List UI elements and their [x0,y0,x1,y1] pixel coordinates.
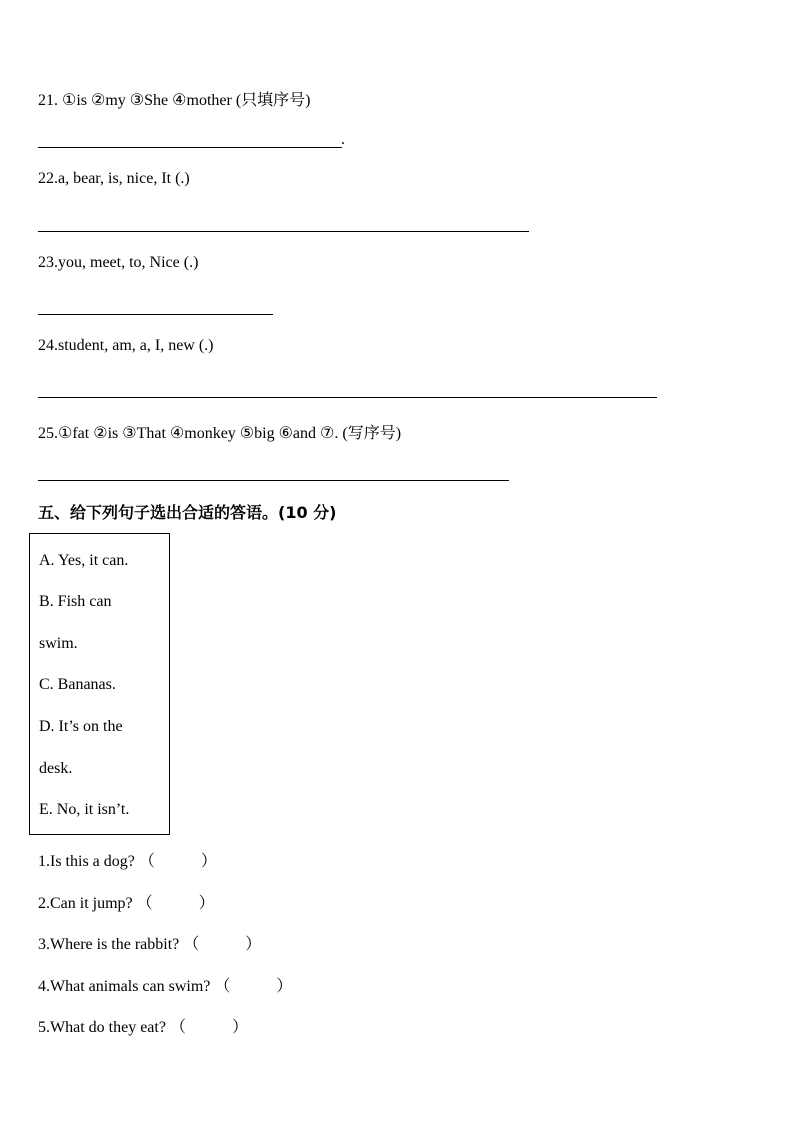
option-b-continued: swim. [39,635,78,652]
answer-line-21-period: . [341,131,345,148]
option-b: B. Fish can [39,593,112,610]
answer-line-24 [38,397,657,398]
question-23: 23.you, meet, to, Nice (.) [38,254,199,271]
option-c: C. Bananas. [39,676,116,693]
question-text: 3.Where is the rabbit? [38,936,180,953]
question-24: 24.student, am, a, I, new (.) [38,337,214,354]
matching-question-1 [38,848,217,871]
option-d: D. It’s on the [39,718,123,735]
question-text: 2.Can it jump? [38,895,133,912]
answer-blank[interactable]: （ ） [138,853,217,870]
question-text: 1.Is this a dog? [38,853,135,870]
answer-line-25 [38,480,509,481]
question-text: 4.What animals can swim? [38,978,211,995]
option-a: A. Yes, it can. [39,552,129,569]
matching-question-4 [38,973,292,996]
matching-question-2 [38,890,215,913]
question-21: 21. ①is ②my ③She ④mother (只填序号) [38,92,311,109]
answer-blank[interactable]: （ ） [136,895,215,912]
answer-blank[interactable]: （ ） [214,978,293,995]
matching-question-3 [38,931,261,954]
section-heading: 五、给下列句子选出合适的答语。(10 分) [38,503,337,522]
answer-blank[interactable]: （ ） [183,936,262,953]
answer-line-23 [38,314,273,315]
answer-blank[interactable]: （ ） [169,1019,248,1036]
matching-question-5 [38,1014,248,1037]
question-25: 25.①fat ②is ③That ④monkey ⑤big ⑥and ⑦. (写序号) [38,425,402,442]
answer-options-box [29,533,170,835]
question-22: 22.a, bear, is, nice, It (.) [38,170,190,187]
answer-line-21 [38,147,342,148]
option-d-continued: desk. [39,760,73,777]
answer-line-22 [38,231,529,232]
option-e: E. No, it isn’t. [39,801,130,818]
question-text: 5.What do they eat? [38,1019,166,1036]
